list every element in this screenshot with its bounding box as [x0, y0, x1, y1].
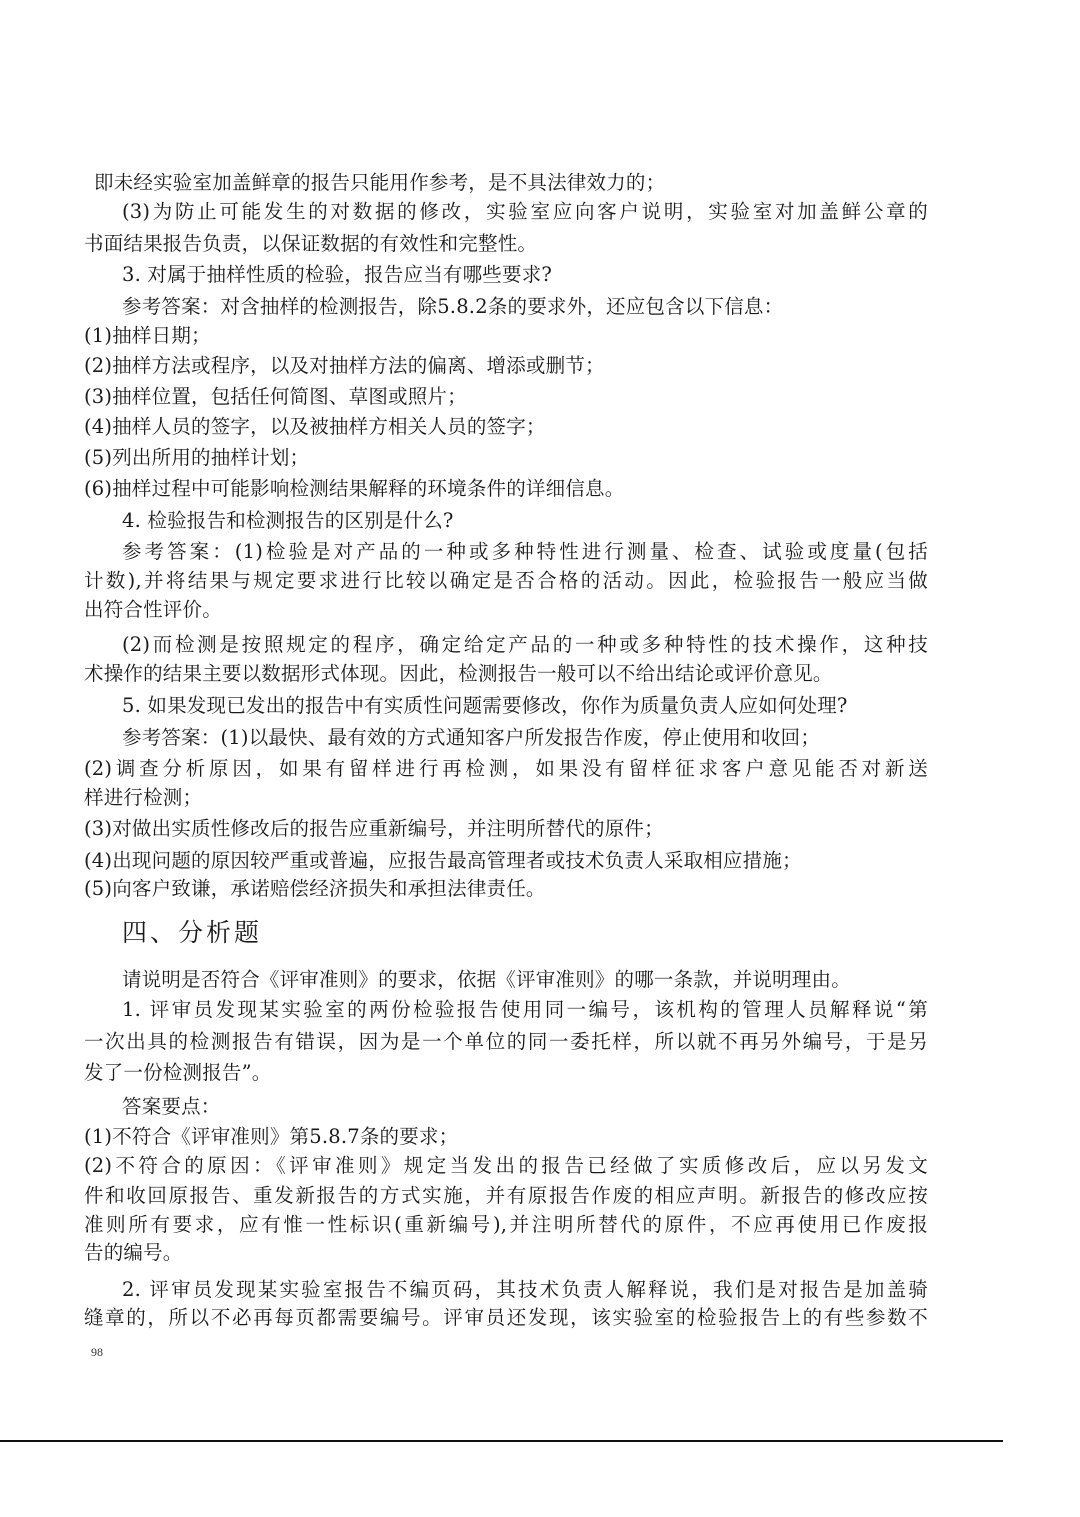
text-line: 即未经实验室加盖鲜章的报告只能用作参考，是不具法律效力的； [94, 171, 666, 194]
bottom-rule [0, 1440, 1003, 1442]
reference-answer: 参考答案：(1)检验是对产品的一种或多种特性进行测量、检查、试验或度量(包括 [122, 540, 928, 563]
text-line: (3)为防止可能发生的对数据的修改，实验室应向客户说明，实验室对加盖鲜公章的 [122, 200, 928, 223]
case-1: 1. 评审员发现某实验室的两份检验报告使用同一编号，该机构的管理人员解释说“第 [122, 998, 928, 1021]
text-line: 准则所有要求，应有惟一性标识(重新编号),并注明所替代的原件，不应再使用已作废报 [84, 1213, 928, 1236]
list-item: (5)向客户致谦，承诺赔偿经济损失和承担法律责任。 [84, 877, 546, 900]
case-2: 2. 评审员发现某实验室报告不编页码，其技术负责人解释说，我们是对报告是加盖骑 [122, 1278, 928, 1301]
list-item: (3)对做出实质性修改后的报告应重新编号，并注明所替代的原件； [84, 817, 664, 840]
list-item: (5)列出所用的抽样计划； [84, 446, 310, 469]
list-item: (1)不符合《评审准则》第5.8.7条的要求； [84, 1125, 459, 1148]
text-line: 发了一份检测报告”。 [84, 1061, 272, 1084]
list-item: (4)抽样人员的签字，以及被抽样方相关人员的签字； [84, 415, 546, 438]
text-line: (2)而检测是按照规定的程序，确定给定产品的一种或多种特性的技术操作，这种技 [122, 633, 928, 656]
list-item: (2)抽样方法或程序，以及对抽样方法的偏离、增添或删节； [84, 354, 605, 377]
reference-answer: 参考答案：对含抽样的检测报告，除5.8.2条的要求外，还应包含以下信息： [122, 295, 784, 318]
question-3: 3. 对属于抽样性质的检验，报告应当有哪些要求? [122, 263, 553, 286]
list-item: (6)抽样过程中可能影响检测结果解释的环境条件的详细信息。 [84, 477, 625, 500]
question-5: 5. 如果发现已发出的报告中有实质性问题需要修改，你作为质量负责人应如何处理? [122, 694, 848, 717]
list-item: (2)调查分析原因，如果有留样进行再检测，如果没有留样征求客户意见能否对新送 [84, 757, 928, 780]
text-line: 件和收回原报告、重发新报告的方式实施，并有原报告作废的相应声明。新报告的修改应按 [84, 1184, 928, 1207]
page-number: 98 [91, 1345, 103, 1359]
text-line: 术操作的结果主要以数据形式体现。因此，检测报告一般可以不给出结论或评价意见。 [84, 662, 833, 685]
text-line: 书面结果报告负责，以保证数据的有效性和完整性。 [84, 232, 538, 255]
text-line: 告的编号。 [84, 1241, 183, 1264]
list-item: (4)出现问题的原因较严重或普遍，应报告最高管理者或技术负责人采取相应措施； [84, 849, 802, 872]
text-line: 一次出具的检测报告有错误，因为是一个单位的同一委托样，所以就不再另外编号，于是另 [84, 1030, 928, 1053]
text-line: 出符合性评价。 [84, 598, 222, 621]
list-item: (1)抽样日期； [84, 324, 211, 347]
answer-points-label: 答案要点： [122, 1095, 221, 1118]
section-heading: 四、分析题 [122, 918, 263, 947]
text-line: 请说明是否符合《评审准则》的要求，依据《评审准则》的哪一条款，并说明理由。 [122, 968, 851, 991]
question-4: 4. 检验报告和检测报告的区别是什么? [122, 509, 454, 532]
text-line: 缝章的，所以不必再每页都需要编号。评审员还发现，该实验室的检验报告上的有些参数不 [84, 1306, 928, 1329]
reference-answer: 参考答案：(1)以最快、最有效的方式通知客户所发报告作废，停止使用和收回； [122, 726, 821, 749]
list-item: (3)抽样位置，包括任何简图、草图或照片； [84, 385, 467, 408]
list-item: (2)不符合的原因：《评审准则》规定当发出的报告已经做了实质修改后，应以另发文 [84, 1154, 928, 1177]
text-line: 计数),并将结果与规定要求进行比较以确定是否合格的活动。因此，检验报告一般应当做 [84, 569, 928, 592]
text-line: 样进行检测； [84, 786, 203, 809]
